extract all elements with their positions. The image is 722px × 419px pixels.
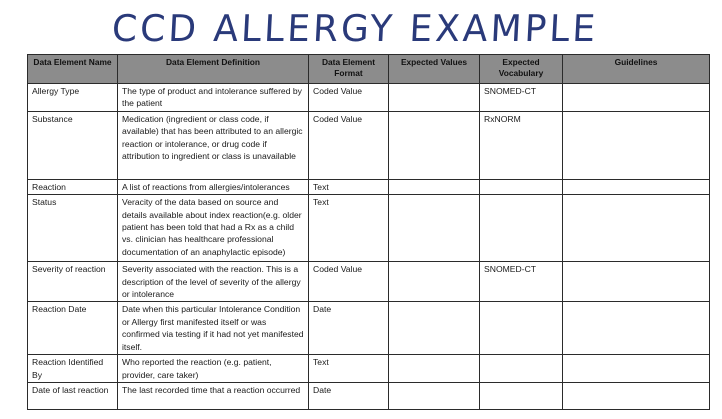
table-row	[28, 111, 710, 179]
header-expected-vocabulary: Expected Vocabulary	[480, 55, 563, 84]
cell-name: Allergy Type	[28, 84, 118, 112]
cell-guidelines	[563, 383, 710, 410]
cell-definition: The last recorded time that a reaction occurred	[118, 383, 309, 410]
cell-vocabulary: SNOMED-CT	[480, 262, 563, 302]
table-row	[28, 84, 710, 112]
cell-name: Severity of reaction	[28, 262, 118, 302]
cell-vocabulary: RxNORM	[480, 111, 563, 179]
cell-guidelines	[563, 302, 710, 355]
cell-definition: Who reported the reaction (e.g. patient, provider, care taker)	[118, 355, 309, 383]
cell-format: Coded Value	[309, 111, 389, 179]
cell-expected-values	[389, 84, 480, 112]
cell-vocabulary	[480, 383, 563, 410]
cell-format: Text	[309, 195, 389, 262]
cell-guidelines	[563, 179, 710, 194]
cell-format: Text	[309, 355, 389, 383]
allergy-data-table	[27, 54, 710, 410]
table-row	[28, 262, 710, 302]
cell-guidelines	[563, 195, 710, 262]
cell-format: Text	[309, 179, 389, 194]
cell-format: Date	[309, 383, 389, 410]
cell-guidelines	[563, 262, 710, 302]
table-row	[28, 302, 710, 355]
cell-vocabulary	[480, 355, 563, 383]
cell-format: Date	[309, 302, 389, 355]
cell-name: Date of last reaction	[28, 383, 118, 410]
header-guidelines: Guidelines	[563, 55, 710, 84]
header-data-element-format: Data Element Format	[309, 55, 389, 84]
table-row	[28, 179, 710, 194]
cell-definition: Date when this particular Intolerance Condition or Allergy first manifested itself or was confirmed via testing if it had not yet manifested itself.	[118, 302, 309, 355]
cell-expected-values	[389, 302, 480, 355]
cell-definition: Severity associated with the reaction. This is a description of the level of severity of the allergy or intolerance	[118, 262, 309, 302]
cell-definition: Medication (ingredient or class code, if available) that has been attributed to an allergic reaction or intolerance, or drug code if attribution to ingredient or class is unavailable	[118, 111, 309, 179]
header-data-element-name: Data Element Name	[28, 55, 118, 84]
cell-vocabulary	[480, 302, 563, 355]
cell-name: Reaction Identified By	[28, 355, 118, 383]
cell-definition: The type of product and intolerance suffered by the patient	[118, 84, 309, 112]
table-row	[28, 355, 710, 383]
cell-vocabulary	[480, 195, 563, 262]
cell-format: Coded Value	[309, 262, 389, 302]
cell-expected-values	[389, 195, 480, 262]
cell-name: Reaction	[28, 179, 118, 194]
cell-definition: Veracity of the data based on source and details available about index reaction(e.g. older patient has been told that had a Rx as a child vs. clinician has healthcare professional documentation of an anaphylactic episode)	[118, 195, 309, 262]
cell-name: Reaction Date	[28, 302, 118, 355]
header-expected-values: Expected Values	[389, 55, 480, 84]
cell-expected-values	[389, 262, 480, 302]
cell-expected-values	[389, 355, 480, 383]
cell-guidelines	[563, 84, 710, 112]
cell-vocabulary: SNOMED-CT	[480, 84, 563, 112]
table-row	[28, 383, 710, 410]
cell-guidelines	[563, 111, 710, 179]
cell-definition: A list of reactions from allergies/intolerances	[118, 179, 309, 194]
cell-name: Status	[28, 195, 118, 262]
cell-expected-values	[389, 179, 480, 194]
header-data-element-definition: Data Element Definition	[118, 55, 309, 84]
table-header-row	[28, 55, 710, 84]
cell-vocabulary	[480, 179, 563, 194]
cell-expected-values	[389, 111, 480, 179]
cell-expected-values	[389, 383, 480, 410]
cell-name: Substance	[28, 111, 118, 179]
cell-format: Coded Value	[309, 84, 389, 112]
table-row	[28, 195, 710, 262]
cell-guidelines	[563, 355, 710, 383]
page-title: CCD ALLERGY EXAMPLE	[110, 8, 600, 51]
